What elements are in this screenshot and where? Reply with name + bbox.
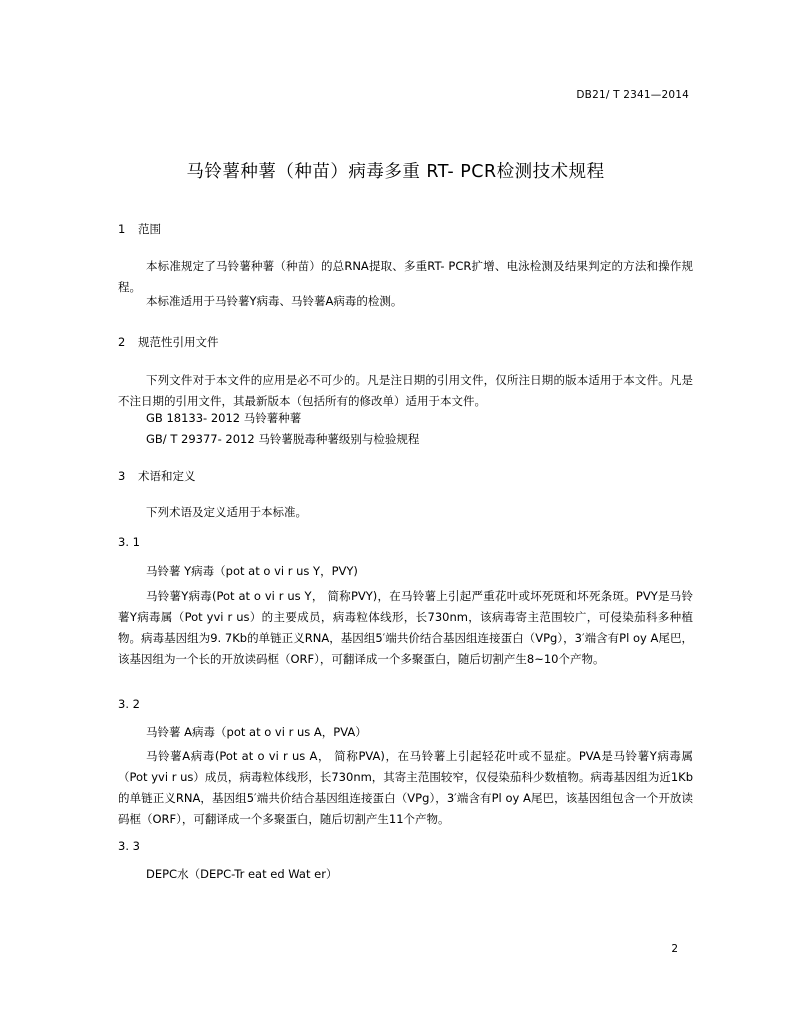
normative-reference-2: GB/ T 29377- 2012 马铃薯脱毒种薯级别与检验规程 <box>146 432 420 446</box>
term-3-1-definition: 马铃薯Y病毒(Pot at o vi r us Y， 简称PVY)，在马铃薯上引起严重花叶或坏死斑和坏死条斑。PVY是马铃薯Y病毒属（Pot yvi r us）的主要成员，病毒粒体线形，长730nm，该病毒寄主范围较广，可侵染茄科多种植物。病毒基因组为9. 7Kb的单链正义RNA，基因组5′端共价结合基因组连接蛋白（VPg），3′端含有Pl oy A尾巴，该基因组为一个长的开放读码框（ORF），可翻译成一个多聚蛋白，随后切割产生8~10个产物。 <box>118 589 693 666</box>
term-3-3: DEPC水（DEPC-Tr eat ed Wat er） <box>146 867 338 881</box>
subsection-3-1-number: 3. 1 <box>118 535 140 549</box>
section-number: 2 <box>118 335 126 349</box>
term-3-2-definition: 马铃薯A病毒(Pot at o vi r us A， 简称PVA)，在马铃薯上引起轻花叶或不显症。PVA是马铃薯Y病毒属（Pot yvi r us）成员，病毒粒体线形，长730nm，其寄主范围较窄，仅侵染茄科少数植物。病毒基因组为近1Kb的单链正义RNA，基因组5′端共价结合基因组连接蛋白（VPg），3′端含有Pl oy A尾巴，该基因组包含一个开放读码框（ORF），可翻译成一个多聚蛋白，随后切割产生11个产物。 <box>118 749 693 826</box>
section-number: 1 <box>118 222 126 236</box>
section-2-paragraph-1: 下列文件对于本文件的应用是必不可少的。凡是注日期的引用文件，仅所注日期的版本适用于本文件。凡是不注日期的引用文件，其最新版本（包括所有的修改单）适用于本文件。 <box>118 373 693 408</box>
section-3-heading <box>118 468 196 484</box>
section-2-heading <box>118 334 219 350</box>
subsection-3-3-number: 3. 3 <box>118 839 140 853</box>
standard-code: DB21/ T 2341—2014 <box>576 89 689 101</box>
term-3-1: 马铃薯 Y病毒（pot at o vi r us Y，PVY) <box>146 564 358 578</box>
section-3-paragraph-1: 下列术语及定义适用于本标准。 <box>146 505 307 519</box>
section-number: 3 <box>118 469 126 483</box>
normative-reference-1: GB 18133- 2012 马铃薯种薯 <box>146 411 302 425</box>
section-1-heading <box>118 221 161 237</box>
section-title: 规范性引用文件 <box>138 335 219 349</box>
section-title: 术语和定义 <box>138 469 196 483</box>
document-title: 马铃薯种薯（种苗）病毒多重 RT- PCR检测技术规程 <box>186 162 605 182</box>
page-number: 2 <box>671 943 678 955</box>
section-1-paragraph-2: 本标准适用于马铃薯Y病毒、马铃薯A病毒的检测。 <box>146 294 403 308</box>
term-3-2: 马铃薯 A病毒（pot at o vi r us A，PVA） <box>146 725 367 739</box>
subsection-3-2-number: 3. 2 <box>118 697 140 711</box>
section-title: 范围 <box>138 222 161 236</box>
section-1-paragraph-1: 本标准规定了马铃薯种薯（种苗）的总RNA提取、多重RT- PCR扩增、电泳检测及结果判定的方法和操作规程。 <box>118 259 693 294</box>
